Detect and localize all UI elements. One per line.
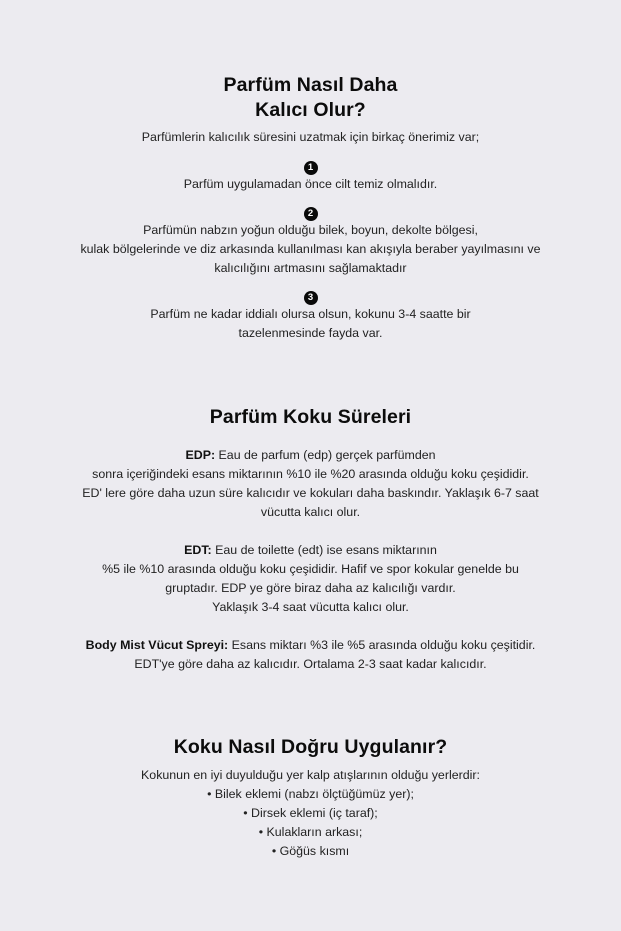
edp-label: EDP: [185, 448, 216, 462]
edt-line-3: gruptadır. EDP ye göre biraz daha az kalıcılığı vardır. [165, 581, 456, 595]
body-mist-line-2: EDT'ye göre daha az kalıcıdır. Ortalama 2-3 saat kadar kalıcıdır. [134, 657, 487, 671]
tip-3-line-1: Parfüm ne kadar iddialı olursa olsun, kokunu 3-4 saatte bir [150, 307, 471, 321]
section-title-application: Koku Nasıl Doğru Uygulanır? [173, 736, 448, 758]
edt-line-4: Yaklaşık 3-4 saat vücutta kalıcı olur. [212, 600, 409, 614]
tip-2-line-3: kalıcılığını artmasını sağlamaktadır [214, 261, 407, 275]
tip-item-1 [0, 157, 621, 194]
application-list [0, 785, 621, 861]
section-scent-durations [0, 405, 621, 674]
section-longevity-tips [0, 73, 621, 343]
tip-2-line-1: Parfümün nabzın yoğun olduğu bilek, boyun, dekolte bölgesi, [143, 223, 478, 237]
application-intro: Kokunun en iyi duyulduğu yer kalp atışlarının olduğu yerlerdir: [141, 768, 480, 782]
section-title-longevity [0, 73, 621, 123]
bullet-icon: • [258, 825, 264, 839]
edt-label: EDT: [184, 543, 212, 557]
edp-line-1: EDP: Eau de parfum (edp) gerçek parfümden [185, 448, 436, 462]
body-mist-label: Body Mist Vücut Spreyi: [85, 638, 229, 652]
tip-2-line-2: kulak bölgelerinde ve diz arkasında kullanılması kan akışıyla beraber yayılmasını ve [80, 242, 541, 256]
number-1-circle-icon: 1 [304, 161, 318, 175]
scent-type-edt [0, 541, 621, 617]
section-application-guide [0, 735, 621, 861]
section-title-durations: Parfüm Koku Süreleri [209, 406, 412, 428]
number-3-circle-icon: 3 [304, 291, 318, 305]
scent-type-edp [0, 446, 621, 522]
list-item: • Kulakların arkası; [258, 825, 363, 839]
list-item: • Göğüs kısmı [271, 844, 350, 858]
tip-item-3 [0, 287, 621, 343]
tip-item-2 [0, 203, 621, 278]
title-line-2: Kalıcı Olur? [255, 99, 366, 121]
body-mist-line-1: Body Mist Vücut Spreyi: Esans miktarı %3 ile %5 arasında olduğu koku çeşitidir. [85, 638, 536, 652]
edt-line-1: EDT: Eau de toilette (edt) ise esans miktarının [184, 543, 437, 557]
title-line-1: Parfüm Nasıl Daha [223, 74, 398, 96]
scent-type-body-mist [0, 636, 621, 674]
number-2-circle-icon: 2 [304, 207, 318, 221]
list-item: • Dirsek eklemi (iç taraf); [243, 806, 378, 820]
edp-line-4: vücutta kalıcı olur. [260, 505, 361, 519]
bullet-icon: • [271, 844, 277, 858]
intro-text: Parfümlerin kalıcılık süresini uzatmak için birkaç önerimiz var; [141, 130, 480, 144]
list-item: • Bilek eklemi (nabzı ölçtüğümüz yer); [207, 787, 414, 801]
edt-line-2: %5 ile %10 arasında olduğu koku çeşididir. Hafif ve spor kokular genelde bu [102, 562, 519, 576]
edp-line-3: ED' lere göre daha uzun süre kalıcıdır ve kokuları daha baskındır. Yaklaşık 6-7 saat [82, 486, 539, 500]
edp-line-2: sonra içeriğindeki esans miktarının %10 ile %20 arasında olduğu koku çeşididir. [92, 467, 529, 481]
tip-3-line-2: tazelenmesinde fayda var. [238, 326, 383, 340]
bullet-icon: • [207, 787, 212, 801]
tip-1-line-1: Parfüm uygulamadan önce cilt temiz olmalıdır. [183, 177, 438, 191]
bullet-icon: • [243, 806, 248, 820]
